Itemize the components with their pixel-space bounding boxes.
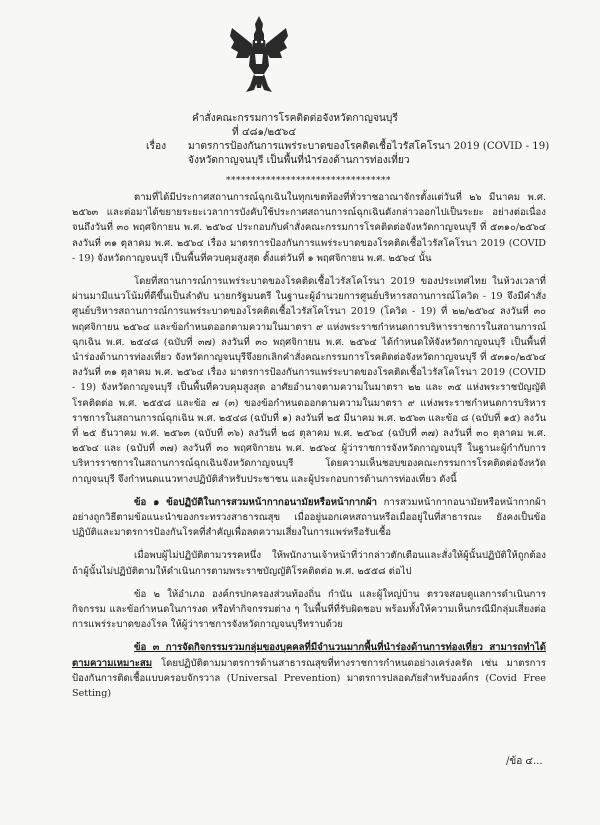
paragraph-background: ตามที่ได้มีประกาศสถานการณ์ฉุกเฉินในทุกเขตท้องที่ทั่วราชอาณาจักรตั้งแต่วันที่ ๒๖ มีนาคม พ.ศ. ๒๕๖๓ และต่อมาได้ขยายระยะเวลาการบังคับใช้ประกาศสถานการณ์ฉุกเฉินดังกล่าวออกไปเป็นระยะ อย่างต่อเนื่องจนถึงวันที่ ๓๐ พฤศจิกายน พ.ศ. ๒๕๖๔ ประกอบกับคำสั่งคณะกรรมการโรคติดต่อจังหวัดกาญจนบุรี ที่ ๕๓๑๐/๒๕๖๔ ลงวันที่ ๓๑ ตุลาคม พ.ศ. ๒๕๖๔ เรื่อง มาตรการป้องกันการแพร่ระบาดของโรคติดเชื้อไวรัสโคโรนา 2019 (COVID - 19) จังหวัดกาญจนบุรี เป็นพื้นที่ควบคุมสูงสุด ตั้งแต่วันที่ ๑ พฤศจิกายน พ.ศ. ๒๕๖๔ นั้น: [72, 192, 546, 264]
paragraph-authority: โดยที่สถานการณ์การแพร่ระบาดของโรคติดเชื้อไวรัสโคโรนา 2019 ของประเทศไทย ในห้วงเวลาที่ผ่านมามีแนวโน้มที่ดีขึ้นเป็นลำดับ นายกรัฐมนตรี ในฐานะผู้อำนวยการศูนย์บริหารสถานการณ์โควิด - 19 จึงมีคำสั่งศูนย์บริหารสถานการณ์การแพร่ระบาดของโรคติดเชื้อไวรัสโคโรนา 2019 (โควิด - 19) ที่ ๒๒/๒๕๖๔ ลงวันที่ ๓๐ พฤศจิกายน ๒๕๖๔ และข้อกำหนดออกตามความในมาตรา ๙ แห่งพระราชกำหนดการบริหารราชการในสถานการณ์ฉุกเฉิน พ.ศ. ๒๕๔๘ (ฉบับที่ ๓๗) ลงวันที่ ๓๐ พฤศจิกายน พ.ศ. ๒๕๖๔ ได้กำหนดให้จังหวัดกาญจนบุรี เป็นพื้นที่นำร่องด้านการท่องเที่ยว จังหวัดกาญจนบุรีจึงยกเลิกคำสั่งคณะกรรมการโรคติดต่อจังหวัดกาญจนบุรี ที่ ๕๓๑๐/๒๕๖๔ ลงวันที่ ๓๑ ตุลาคม พ.ศ. ๒๕๖๔ เรื่อง มาตรการป้องกันการแพร่ระบาดของโรคติดเชื้อไวรัสโคโรนา 2019 (COVID - 19) จังหวัดกาญจนบุรี เป็นพื้นที่ควบคุมสูงสุด อาศัยอำนาจตามความในมาตรา ๒๒ และ ๓๕ แห่งพระราชบัญญัติโรคติดต่อ พ.ศ. ๒๕๕๘ และข้อ ๗ (๓) ของข้อกำหนดออกตามความในมาตรา ๙ แห่งพระราชกำหนดการบริหารราชการในสถานการณ์ฉุกเฉิน พ.ศ. ๒๕๔๘ (ฉบับที่ ๑) ลงวันที่ ๒๕ มีนาคม พ.ศ. ๒๕๖๓ และข้อ ๘ (ฉบับที่ ๑๕) ลงวันที่ ๒๕ ธันวาคม พ.ศ. ๒๕๖๓ (ฉบับที่ ๓๖) ลงวันที่ ๒๘ ตุลาคม พ.ศ. ๒๕๖๔ (ฉบับที่ ๓๗) ลงวันที่ ๓๐ ตุลาคม พ.ศ. ๒๕๖๔ และ (ฉบับที่ ๓๗) ลงวันที่ ๓๐ พฤศจิกายน พ.ศ. ๒๕๖๔ ผู้ว่าราชการจังหวัดกาญจนบุรี ในฐานะผู้กำกับการบริหารราชการในสถานการณ์ฉุกเฉินจังหวัดกาญจนบุรี โดยความเห็นชอบของคณะกรรมการโรคติดต่อจังหวัดกาญจนบุรี จึงกำหนดแนวทางปฏิบัติสำหรับประชาชน และผู้ประกอบการด้านการท่องเที่ยว ดังนี้: [72, 276, 546, 485]
clause-3: [72, 640, 546, 701]
clause-1-text: การสวมหน้ากากอนามัยหรือหน้ากากผ้าอย่างถูกวิธีตามข้อแนะนำของกระทรวงสาธารณสุข เมื่ออยู่นอกเคหสถานหรือเมื่ออยู่ในที่สาธารณะ ยังคงเป็นข้อปฏิบัติและมาตรการป้องกันโรคที่สำคัญเพื่อลดความเสี่ยงในการแพร่หรือรับเชื้อ: [72, 496, 546, 539]
clause-3-heading: ข้อ ๓ การจัดกิจกรรมรวมกลุ่มของบุคคลที่มีจำนวนมากพื้นที่นำร่องด้านการท่องเที่ยว สามารถทำได้ตามความเหมาะสม: [72, 642, 546, 669]
garuda-emblem: [228, 14, 290, 94]
subject-line-1: มาตรการป้องกันการแพร่ระบาดของโรคติดเชื้อไวรัสโคโรนา 2019 (COVID - 19): [188, 141, 550, 152]
subject-line-2: จังหวัดกาญจนบุรี เป็นพื้นที่นำร่องด้านการท่องเที่ยว: [188, 155, 410, 166]
clause-3-text: โดยปฏิบัติตามมาตรการด้านสาธารณสุขที่ทางราชการกำหนดอย่างเคร่งครัด เช่น มาตรการป้องกันการติดเชื้อแบบครอบจักรวาล (Universal Prevention) มาตรการปลอดภัยสำหรับองค์กร (Covid Free Setting): [72, 657, 546, 700]
continuation-marker: /ข้อ ๔...: [506, 756, 543, 767]
order-number: ที่ ๔๘๑/๒๕๖๔: [232, 127, 297, 138]
clause-1-heading: ข้อ ๑ ข้อปฏิบัติในการสวมหน้ากากอนามัยหรือหน้ากากผ้า: [134, 496, 378, 508]
subject-label: เรื่อง: [146, 141, 167, 152]
divider-asterisks: *********************************: [226, 176, 391, 186]
clause-1: [72, 495, 546, 541]
clause-2: ข้อ ๒ ให้อำเภอ องค์กรปกครองส่วนท้องถิ่น กำนัน และผู้ใหญ่บ้าน ตรวจสอบดูแลการดำเนินการกิจกรรม และข้อกำหนดในการงด หรือทำกิจกรรมต่าง ๆ ในพื้นที่ที่รับผิดชอบ พร้อมทั้งให้ความเห็นกรณีมีกลุ่มเสี่ยงต่อการแพร่ระบาดของโรค ให้ผู้ว่าราชการจังหวัดกาญจนบุรีทราบด้วย: [72, 588, 546, 631]
order-body: [72, 190, 546, 701]
clause-1-paragraph-2: เมื่อพบผู้ไม่ปฏิบัติตามวรรคหนึ่ง ให้พนักงานเจ้าหน้าที่ว่ากล่าวตักเตือนและสั่งให้ผู้นั้นปฏิบัติให้ถูกต้อง ถ้าผู้นั้นไม่ปฏิบัติตามให้ดำเนินการตามพระราชบัญญัติโรคติดต่อ พ.ศ. ๒๕๕๘ ต่อไป: [72, 550, 546, 577]
issuing-organization: คำสั่งคณะกรรมการโรคติดต่อจังหวัดกาญจนบุรี: [192, 113, 398, 124]
